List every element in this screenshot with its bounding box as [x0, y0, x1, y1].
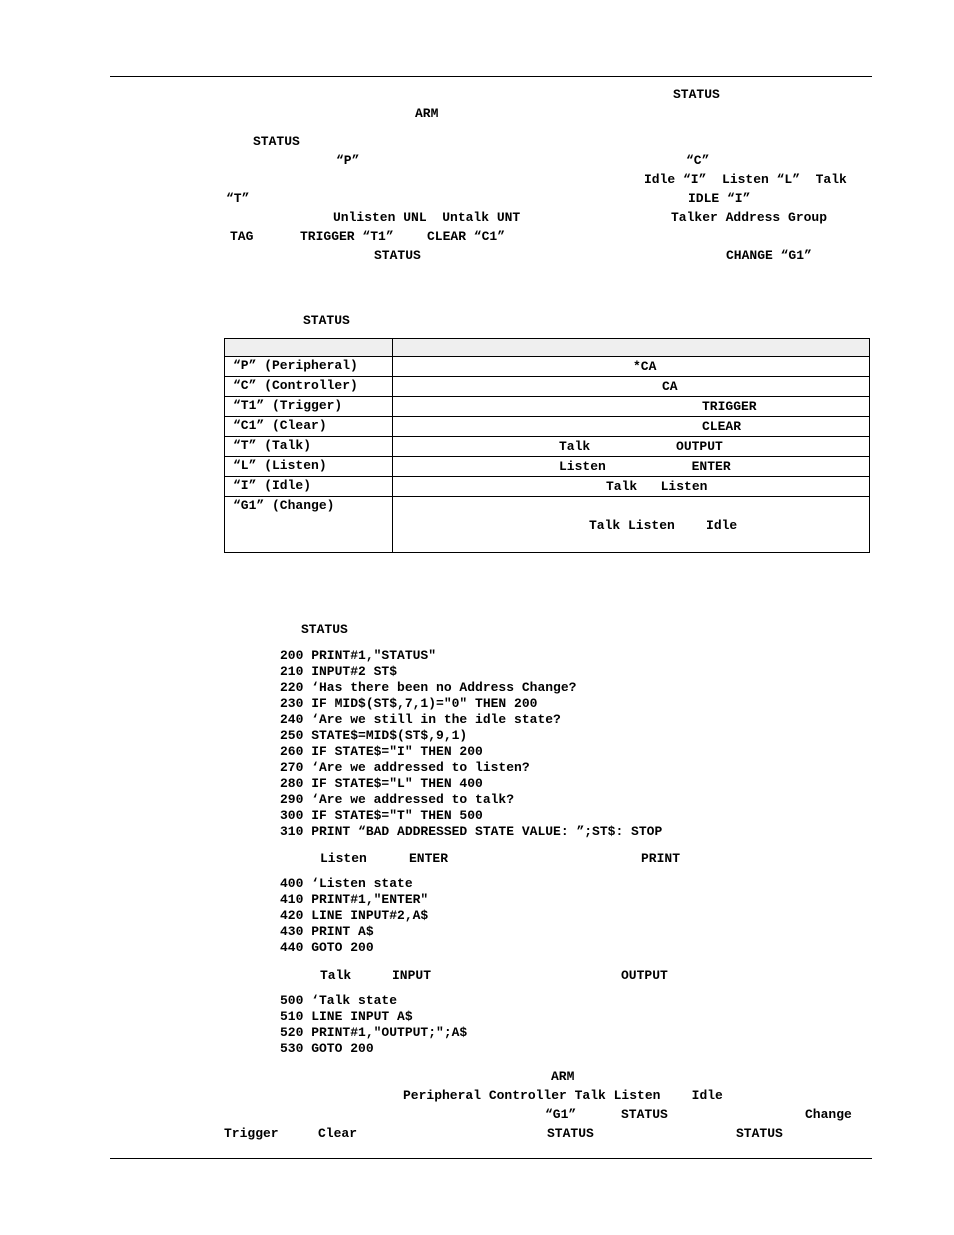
status-description: Talk OUTPUT — [559, 439, 723, 454]
status-code: “P” (Peripheral) — [225, 357, 393, 377]
code-line: 200 PRINT#1,"STATUS" — [280, 648, 437, 663]
outro-status-2: STATUS — [547, 1126, 594, 1141]
talk-note-input: INPUT — [392, 968, 432, 983]
code-line: 290 ‘Are we addressed to talk? — [280, 792, 515, 807]
table-row — [225, 477, 870, 497]
status-description: Talk Listen Idle — [589, 518, 738, 533]
talk-note-output: OUTPUT — [621, 968, 668, 983]
code-line: 400 ‘Listen state — [280, 876, 413, 891]
outro-trigger: Trigger — [224, 1126, 279, 1141]
header-rule — [110, 76, 872, 77]
intro-change: CHANGE “G1” — [726, 248, 812, 263]
table-row — [225, 417, 870, 437]
code-line: 250 STATE$=MID$(ST$,9,1) — [280, 728, 468, 743]
table-row — [225, 397, 870, 417]
table-header-description — [393, 339, 870, 357]
table-row — [225, 497, 870, 553]
status-code: “C” (Controller) — [225, 377, 393, 397]
status-description: Listen ENTER — [559, 459, 731, 474]
code-line: 510 LINE INPUT A$ — [280, 1009, 413, 1024]
code-line: 310 PRINT “BAD ADDRESSED STATE VALUE: ”;ST$: STOP — [280, 824, 663, 839]
outro-g1: “G1” — [545, 1107, 577, 1122]
status-description: Talk Listen — [606, 479, 708, 494]
status-code: “L” (Listen) — [225, 457, 393, 477]
status-code: “C1” (Clear) — [225, 417, 393, 437]
code-line: 230 IF MID$(ST$,7,1)="0" THEN 200 — [280, 696, 538, 711]
intro-t: “T” — [226, 191, 250, 206]
code-line: 260 IF STATE$="I" THEN 200 — [280, 744, 483, 759]
listen-note-listen: Listen — [320, 851, 367, 866]
footer-rule — [110, 1158, 872, 1159]
status-code: “T” (Talk) — [225, 437, 393, 457]
code-line: 520 PRINT#1,"OUTPUT;";A$ — [280, 1025, 468, 1040]
code-line: 270 ‘Are we addressed to listen? — [280, 760, 530, 775]
intro-c: “C” — [686, 153, 710, 168]
intro-arm: ARM — [415, 106, 439, 121]
listen-note-print: PRINT — [641, 851, 681, 866]
intro-status-2: STATUS — [253, 134, 300, 149]
status-description: CA — [662, 379, 678, 394]
code-line: 240 ‘Are we still in the idle state? — [280, 712, 561, 727]
status-code: “I” (Idle) — [225, 477, 393, 497]
code-block-main — [280, 648, 662, 840]
code-line: 410 PRINT#1,"ENTER" — [280, 892, 429, 907]
intro-status-3: STATUS — [374, 248, 421, 263]
intro-states: Idle “I” Listen “L” Talk — [644, 172, 847, 187]
code-line: 210 INPUT#2 ST$ — [280, 664, 398, 679]
code-line: 500 ‘Talk state — [280, 993, 398, 1008]
code-line: 430 PRINT A$ — [280, 924, 374, 939]
status-code: “G1” (Change) — [225, 497, 393, 553]
table-caption: STATUS — [303, 313, 350, 328]
table-header-row — [225, 339, 870, 357]
code-line: 300 IF STATE$="T" THEN 500 — [280, 808, 483, 823]
table-row — [225, 437, 870, 457]
table-row — [225, 377, 870, 397]
intro-tag: TAG — [230, 229, 254, 244]
table-header-code — [225, 339, 393, 357]
status-table — [224, 338, 870, 553]
intro-unl-unt: Unlisten UNL Untalk UNT — [333, 210, 521, 225]
intro-trigger: TRIGGER “T1” — [300, 229, 394, 244]
code-block-talk — [280, 993, 467, 1057]
status-description: CLEAR — [702, 419, 742, 434]
intro-p: “P” — [336, 153, 360, 168]
table-row — [225, 457, 870, 477]
code-line: 420 LINE INPUT#2,A$ — [280, 908, 429, 923]
code-line: 220 ‘Has there been no Address Change? — [280, 680, 577, 695]
table-row — [225, 357, 870, 377]
code-line: 530 GOTO 200 — [280, 1041, 374, 1056]
listen-note-enter: ENTER — [409, 851, 449, 866]
outro-clear: Clear — [318, 1126, 358, 1141]
intro-idle: IDLE “I” — [688, 191, 751, 206]
code-line: 280 IF STATE$="L" THEN 400 — [280, 776, 483, 791]
status-code: “T1” (Trigger) — [225, 397, 393, 417]
outro-states: Peripheral Controller Talk Listen Idle — [403, 1088, 723, 1103]
status-description: TRIGGER — [702, 399, 757, 414]
intro-tag-full: Talker Address Group — [671, 210, 828, 225]
intro-clear: CLEAR “C1” — [427, 229, 506, 244]
intro-status-1: STATUS — [673, 87, 720, 102]
example-caption: STATUS — [301, 622, 348, 637]
code-block-listen — [280, 876, 428, 956]
outro-change: Change — [805, 1107, 852, 1122]
status-description: *CA — [633, 359, 657, 374]
outro-arm: ARM — [551, 1069, 575, 1084]
outro-status-1: STATUS — [621, 1107, 668, 1122]
talk-note-talk: Talk — [320, 968, 352, 983]
outro-status-3: STATUS — [736, 1126, 783, 1141]
code-line: 440 GOTO 200 — [280, 940, 374, 955]
